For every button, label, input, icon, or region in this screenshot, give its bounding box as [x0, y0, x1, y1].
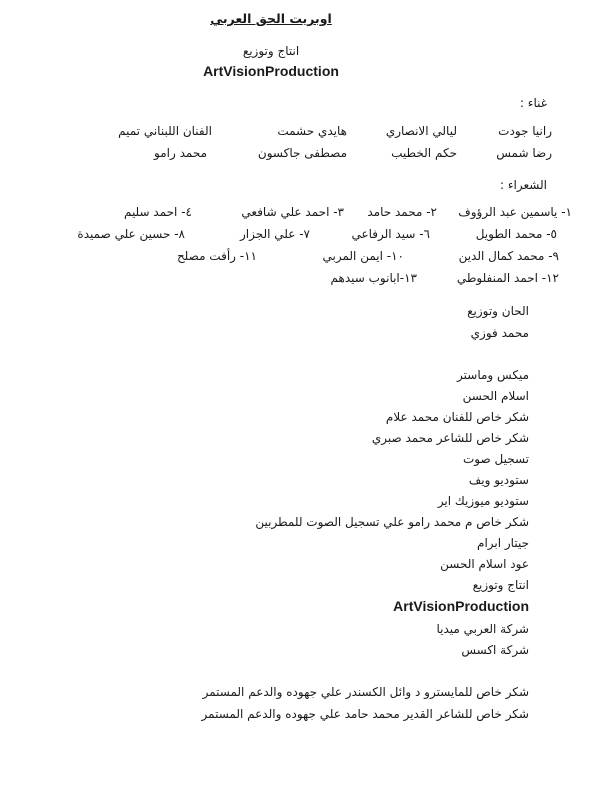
singer-name: رضا شمس [496, 146, 552, 160]
media-line: شركة العربي ميديا [436, 622, 529, 636]
singer-name: مصطفى جاكسون [257, 146, 347, 160]
credit-company: ArtVisionProduction [393, 598, 529, 614]
page-title: اوبريت الحق العربي [210, 11, 332, 26]
poet-name: ٦- سيد الرفاعي [351, 227, 430, 241]
credit-line: ستوديو ميوزيك اير [437, 494, 529, 508]
credit-line: عود اسلام الحسن [440, 557, 529, 571]
credit-line: تسجيل صوت [463, 452, 529, 466]
production-label: انتاج وتوزيع [242, 44, 300, 58]
credit-line: ستوديو ويف [468, 473, 529, 487]
singer-name: محمد رامو [154, 146, 207, 160]
thanks-line: شكر خاص للشاعر القدير محمد حامد علي جهوده والدعم المستمر [201, 707, 529, 721]
production-company: ArtVisionProduction [203, 63, 339, 79]
singers-heading: غناء : [519, 96, 547, 110]
credit-line: شكر خاص م محمد رامو علي تسجيل الصوت للمطربين [255, 515, 529, 529]
poet-name: ٤- احمد سليم [123, 205, 192, 219]
poet-name: ٨- حسين علي صميدة [77, 227, 185, 241]
singer-name: ليالي الانصاري [385, 124, 457, 138]
poet-name: ٣- احمد علي شافعي [241, 205, 344, 219]
poet-name: ١٠- ايمن المربي [322, 249, 404, 263]
poet-name: ٧- علي الجزار [239, 227, 310, 241]
poet-name: ١- ياسمين عبد الرؤوف [458, 205, 572, 219]
media-line: شركة اكسس [461, 643, 529, 657]
poet-name: ١٢- احمد المنفلوطي [456, 271, 559, 285]
poet-name: ١٣-ابانوب سيدهم [330, 271, 417, 285]
singer-name: هايدي حشمت [277, 124, 347, 138]
credit-line: انتاج وتوزيع [472, 578, 529, 592]
credit-line: شكر خاص للشاعر محمد صبري [371, 431, 529, 445]
poets-heading: الشعراء : [500, 178, 547, 192]
poet-name: ٢- محمد حامد [367, 205, 437, 219]
melody-name: محمد فوزي [470, 326, 529, 340]
thanks-line: شكر خاص للمايسترو د وائل الكسندر علي جهوده والدعم المستمر [202, 685, 529, 699]
credit-line: اسلام الحسن [462, 389, 529, 403]
singer-name: رانيا جودت [498, 124, 552, 138]
credit-line: ميكس وماستر [457, 368, 529, 382]
poet-name: ٩- محمد كمال الدين [458, 249, 559, 263]
melody-label: الحان وتوزيع [467, 304, 529, 318]
singer-name: الفنان اللبناني تميم [118, 124, 212, 138]
credit-line: شكر خاص للفنان محمد علام [385, 410, 529, 424]
poet-name: ٥- محمد الطويل [475, 227, 557, 241]
credit-line: جيتار ابرام [477, 536, 529, 550]
poet-name: ١١- رأفت مصلح [176, 249, 257, 263]
singer-name: حكم الخطيب [391, 146, 457, 160]
